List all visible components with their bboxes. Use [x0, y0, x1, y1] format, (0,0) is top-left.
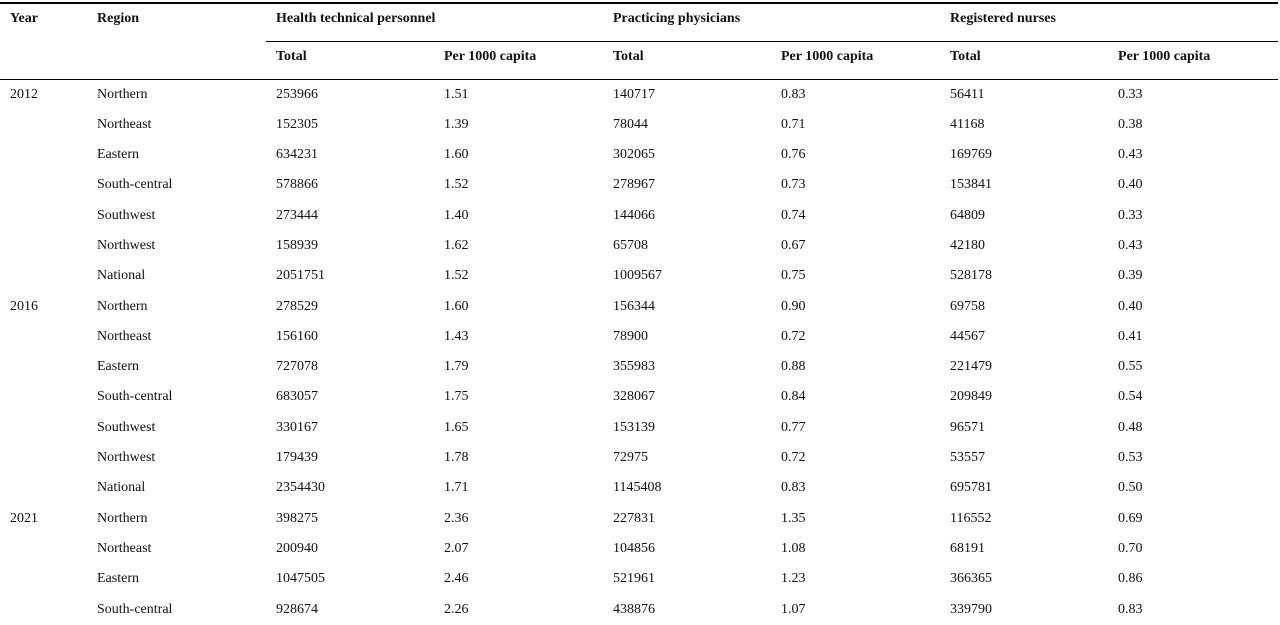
- cell-region: Eastern: [97, 147, 139, 163]
- cell-htp-total: 158939: [276, 237, 318, 253]
- cell-nurses-total: 68191: [950, 540, 986, 556]
- cell-year: [0, 140, 87, 170]
- cell-physicians-total: 65708: [613, 237, 648, 253]
- cell-physicians-per-1000: 1.35: [781, 510, 806, 526]
- cell-physicians-per-1000: 0.71: [781, 116, 806, 132]
- table-header: [0, 3, 1278, 80]
- cell-nurses-per-1000: 0.40: [1118, 298, 1143, 314]
- cell-physicians-per-1000: 0.72: [781, 328, 806, 344]
- table-row: [0, 80, 1278, 110]
- header-row-subcolumns: [0, 42, 1278, 80]
- cell-region: Northeast: [97, 116, 152, 132]
- cell-physicians-total: 227831: [613, 510, 655, 526]
- cell-physicians-per-1000: 0.83: [781, 480, 806, 496]
- header-year: Year: [0, 3, 87, 42]
- cell-region: South-central: [97, 177, 173, 193]
- cell-nurses-total: 153841: [950, 177, 993, 193]
- cell-nurses-per-1000: 0.33: [1118, 207, 1143, 223]
- cell-physicians-per-1000: 0.67: [781, 237, 806, 253]
- cell-htp-total: 156160: [276, 328, 318, 344]
- table-row: [0, 443, 1278, 473]
- cell-nurses-per-1000: 0.41: [1118, 328, 1143, 344]
- cell-physicians-total: 355983: [613, 359, 655, 375]
- cell-region: Northwest: [97, 450, 156, 466]
- table-row: [0, 504, 1278, 534]
- cell-physicians-per-1000: 0.88: [781, 359, 806, 375]
- cell-physicians-total: 521961: [613, 571, 655, 587]
- cell-htp-total: 1047505: [276, 571, 325, 587]
- cell-physicians-per-1000: 0.77: [781, 419, 806, 435]
- cell-nurses-total: 42180: [950, 237, 986, 253]
- cell-nurses-per-1000: 0.40: [1118, 177, 1143, 193]
- cell-physicians-total: 1009567: [613, 268, 662, 284]
- cell-nurses-total: 116552: [950, 510, 992, 526]
- cell-nurses-total: 41168: [950, 116, 985, 132]
- cell-nurses-total: 209849: [950, 389, 993, 405]
- cell-year: [0, 443, 87, 473]
- table-row: [0, 534, 1278, 564]
- cell-physicians-total: 104856: [613, 540, 655, 556]
- cell-htp-per-1000: 1.52: [444, 177, 469, 193]
- cell-htp-per-1000: 1.71: [444, 480, 469, 496]
- cell-nurses-total: 528178: [950, 268, 993, 284]
- cell-nurses-per-1000: 0.69: [1118, 510, 1143, 526]
- cell-physicians-per-1000: 1.23: [781, 571, 806, 587]
- cell-nurses-per-1000: 0.54: [1118, 389, 1143, 405]
- cell-region: Northwest: [97, 237, 156, 253]
- cell-nurses-total: 96571: [950, 419, 986, 435]
- cell-nurses-per-1000: 0.53: [1118, 450, 1143, 466]
- header-empty: [87, 42, 266, 80]
- cell-htp-per-1000: 1.60: [444, 147, 469, 163]
- table-row: [0, 595, 1278, 625]
- cell-year: [0, 382, 87, 412]
- cell-physicians-total: 278967: [613, 177, 655, 193]
- cell-nurses-per-1000: 0.33: [1118, 87, 1143, 102]
- table-row: [0, 292, 1278, 322]
- table-body: [0, 80, 1278, 625]
- cell-year: 2016: [10, 298, 38, 314]
- cell-htp-total: 253966: [276, 87, 318, 102]
- cell-year: 2012: [10, 87, 38, 102]
- cell-physicians-per-1000: 1.08: [781, 540, 806, 556]
- cell-region: South-central: [97, 389, 173, 405]
- cell-htp-per-1000: 2.07: [444, 540, 469, 556]
- cell-htp-per-1000: 1.75: [444, 389, 469, 405]
- cell-year: [0, 231, 87, 261]
- cell-year: [0, 473, 87, 503]
- cell-htp-per-1000: 1.51: [444, 87, 469, 102]
- cell-physicians-per-1000: 0.90: [781, 298, 806, 314]
- cell-nurses-per-1000: 0.43: [1118, 147, 1143, 163]
- cell-htp-total: 200940: [276, 540, 318, 556]
- cell-year: [0, 595, 87, 625]
- table-row: [0, 473, 1278, 503]
- cell-nurses-per-1000: 0.86: [1118, 571, 1143, 587]
- cell-htp-per-1000: 1.39: [444, 116, 469, 132]
- cell-htp-total: 330167: [276, 419, 318, 435]
- cell-physicians-per-1000: 0.73: [781, 177, 806, 193]
- header-practicing-physicians: Practicing physicians: [603, 3, 940, 42]
- cell-physicians-total: 156344: [613, 298, 655, 314]
- cell-nurses-total: 339790: [950, 601, 993, 617]
- cell-htp-per-1000: 1.43: [444, 328, 469, 344]
- cell-nurses-per-1000: 0.43: [1118, 237, 1143, 253]
- subheader-per-1000: Per 1000 capita: [434, 42, 603, 80]
- subheader-total: Total: [266, 42, 434, 80]
- table-row: [0, 110, 1278, 140]
- cell-physicians-per-1000: 0.83: [781, 87, 806, 102]
- table-row: [0, 564, 1278, 594]
- table-row: [0, 352, 1278, 382]
- cell-nurses-per-1000: 0.55: [1118, 359, 1143, 375]
- cell-nurses-total: 56411: [950, 87, 985, 102]
- cell-physicians-total: 153139: [613, 419, 655, 435]
- cell-nurses-total: 44567: [950, 328, 986, 344]
- cell-year: [0, 201, 87, 231]
- cell-year: [0, 261, 87, 291]
- cell-nurses-total: 366365: [950, 571, 993, 587]
- cell-region: Eastern: [97, 359, 139, 375]
- cell-nurses-per-1000: 0.50: [1118, 480, 1143, 496]
- cell-physicians-total: 140717: [613, 87, 655, 102]
- cell-nurses-per-1000: 0.70: [1118, 540, 1143, 556]
- cell-region: Northern: [97, 298, 148, 314]
- cell-physicians-total: 78044: [613, 116, 648, 132]
- cell-nurses-total: 169769: [950, 147, 993, 163]
- cell-nurses-total: 53557: [950, 450, 986, 466]
- cell-htp-total: 928674: [276, 601, 318, 617]
- cell-nurses-per-1000: 0.38: [1118, 116, 1143, 132]
- subheader-total: Total: [603, 42, 771, 80]
- cell-region: National: [97, 480, 146, 496]
- cell-htp-total: 634231: [276, 147, 318, 163]
- table-row: [0, 413, 1278, 443]
- cell-htp-total: 273444: [276, 207, 318, 223]
- cell-region: Northeast: [97, 540, 152, 556]
- cell-htp-per-1000: 2.26: [444, 601, 469, 617]
- cell-physicians-total: 1145408: [613, 480, 662, 496]
- cell-year: [0, 170, 87, 200]
- cell-nurses-total: 695781: [950, 480, 993, 496]
- cell-physicians-total: 438876: [613, 601, 655, 617]
- table-row: [0, 170, 1278, 200]
- cell-year: [0, 413, 87, 443]
- cell-physicians-total: 302065: [613, 147, 655, 163]
- header-row-groups: [0, 3, 1278, 42]
- cell-htp-per-1000: 1.65: [444, 419, 469, 435]
- cell-physicians-total: 72975: [613, 450, 648, 466]
- cell-region: Northern: [97, 510, 148, 526]
- subheader-per-1000: Per 1000 capita: [1108, 42, 1278, 80]
- cell-year: [0, 352, 87, 382]
- cell-nurses-per-1000: 0.48: [1118, 419, 1143, 435]
- header-registered-nurses: Registered nurses: [940, 3, 1278, 42]
- cell-physicians-per-1000: 0.72: [781, 450, 806, 466]
- cell-htp-total: 152305: [276, 116, 318, 132]
- cell-physicians-per-1000: 0.84: [781, 389, 806, 405]
- cell-nurses-total: 64809: [950, 207, 986, 223]
- table-row: [0, 201, 1278, 231]
- data-table: [0, 2, 1278, 625]
- cell-physicians-per-1000: 0.75: [781, 268, 806, 284]
- cell-physicians-per-1000: 0.74: [781, 207, 806, 223]
- cell-htp-per-1000: 1.78: [444, 450, 469, 466]
- cell-physicians-total: 144066: [613, 207, 655, 223]
- cell-htp-per-1000: 1.52: [444, 268, 469, 284]
- cell-htp-total: 398275: [276, 510, 318, 526]
- table-row: [0, 140, 1278, 170]
- cell-physicians-total: 328067: [613, 389, 655, 405]
- cell-htp-per-1000: 1.40: [444, 207, 469, 223]
- cell-region: Eastern: [97, 571, 139, 587]
- cell-region: National: [97, 268, 146, 284]
- cell-htp-per-1000: 1.60: [444, 298, 469, 314]
- cell-htp-total: 179439: [276, 450, 318, 466]
- table-row: [0, 382, 1278, 412]
- cell-nurses-per-1000: 0.39: [1118, 268, 1143, 284]
- cell-htp-per-1000: 1.79: [444, 359, 469, 375]
- cell-htp-per-1000: 2.46: [444, 571, 469, 587]
- subheader-per-1000: Per 1000 capita: [771, 42, 940, 80]
- cell-year: [0, 534, 87, 564]
- cell-htp-total: 683057: [276, 389, 318, 405]
- cell-htp-total: 2354430: [276, 480, 325, 496]
- cell-region: South-central: [97, 601, 173, 617]
- cell-year: [0, 564, 87, 594]
- cell-htp-per-1000: 2.36: [444, 510, 469, 526]
- cell-htp-total: 578866: [276, 177, 318, 193]
- table-row: [0, 261, 1278, 291]
- cell-region: Northeast: [97, 328, 152, 344]
- cell-htp-total: 278529: [276, 298, 318, 314]
- header-health-technical-personnel: Health technical personnel: [266, 3, 603, 42]
- cell-physicians-per-1000: 1.07: [781, 601, 806, 617]
- cell-htp-per-1000: 1.62: [444, 237, 469, 253]
- cell-physicians-total: 78900: [613, 328, 648, 344]
- cell-year: 2021: [10, 510, 38, 526]
- cell-htp-total: 727078: [276, 359, 318, 375]
- header-region: Region: [87, 3, 266, 42]
- table-row: [0, 322, 1278, 352]
- cell-nurses-per-1000: 0.83: [1118, 601, 1143, 617]
- cell-nurses-total: 221479: [950, 359, 993, 375]
- cell-region: Northern: [97, 87, 148, 102]
- header-empty: [0, 42, 87, 80]
- cell-region: Southwest: [97, 419, 156, 435]
- cell-region: Southwest: [97, 207, 156, 223]
- table-row: [0, 231, 1278, 261]
- cell-nurses-total: 69758: [950, 298, 986, 314]
- cell-physicians-per-1000: 0.76: [781, 147, 806, 163]
- cell-htp-total: 2051751: [276, 268, 325, 284]
- subheader-total: Total: [940, 42, 1108, 80]
- cell-year: [0, 110, 87, 140]
- cell-year: [0, 322, 87, 352]
